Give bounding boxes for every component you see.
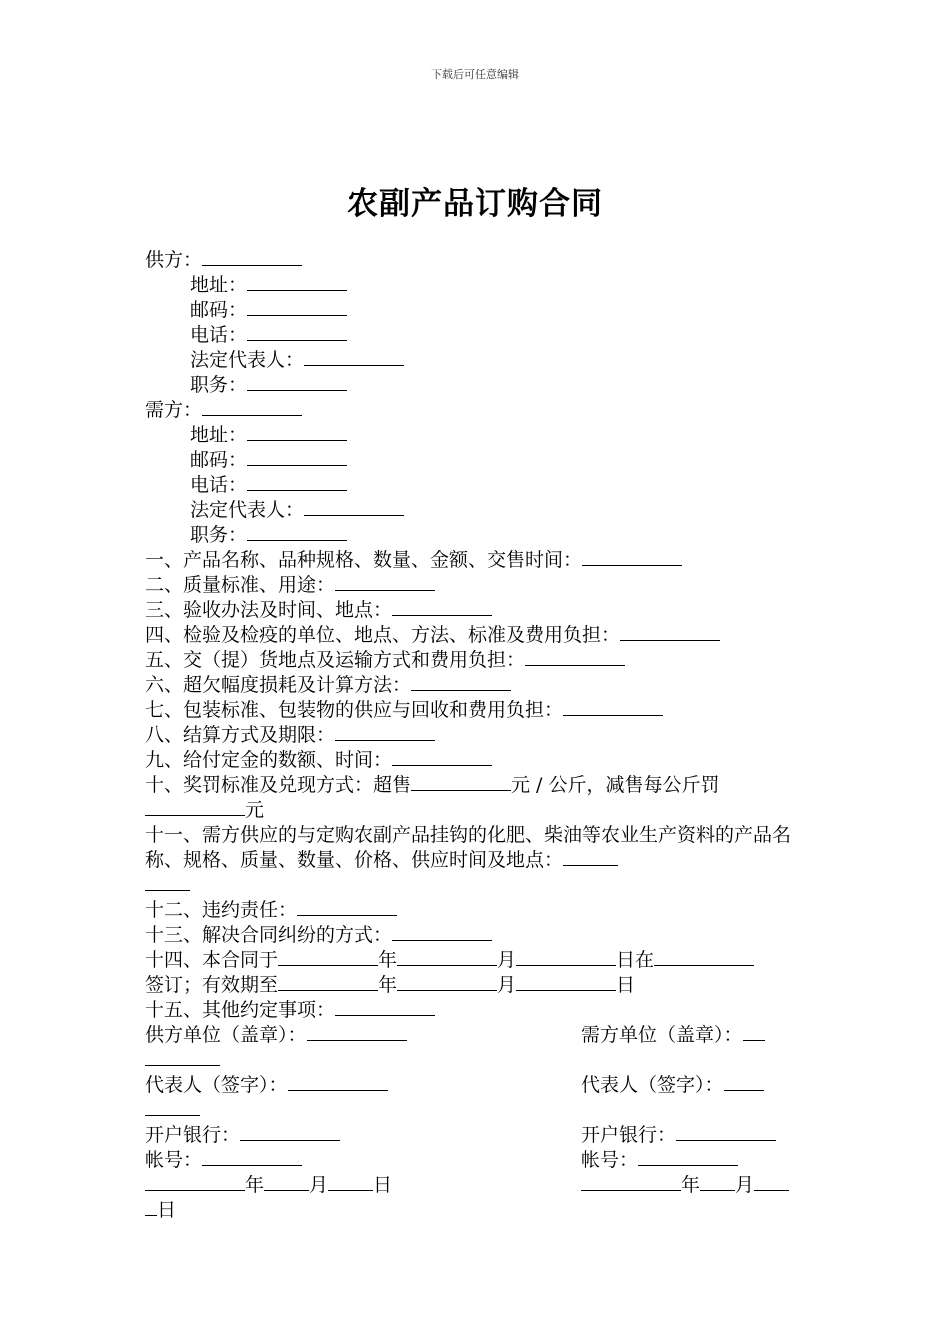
clause-14-cont: 签订；有效期至 年 月 日 [145,974,636,996]
clause-2: 二、质量标准、用途： [145,573,809,598]
clause-15: 十五、其他约定事项： [145,998,809,1023]
buyer-rep-blank[interactable] [724,1073,764,1091]
supplier-unit-blank[interactable] [307,1023,407,1041]
clause-14-year-blank[interactable] [278,948,378,966]
clause-6: 六、超欠幅度损耗及计算方法： [145,673,809,698]
supplier-date-day-blank[interactable] [328,1173,373,1191]
clause-14: 十四、本合同于 年 月 日在 [145,948,809,973]
clause-1-blank[interactable] [582,548,682,566]
clause-3: 三、验收办法及时间、地点： [145,598,809,623]
clause-11-blank-cont[interactable] [145,873,190,891]
supplier-legal-rep: 法定代表人： [145,348,809,373]
buyer-phone-blank[interactable] [247,473,347,491]
contract-body [145,248,809,1223]
buyer-bank-blank[interactable] [676,1123,776,1141]
buyer-rep-label: 代表人（签字）： [581,1074,724,1096]
buyer-postcode: 邮码： [145,448,809,473]
supplier-legal-rep-blank[interactable] [304,348,404,366]
supplier-address-blank[interactable] [247,273,347,291]
supplier-postcode-blank[interactable] [247,298,347,316]
clause-1: 一、产品名称、品种规格、数量、金额、交售时间： [145,548,809,573]
clause-14-valid-month-blank[interactable] [397,973,497,991]
clause-8-blank[interactable] [335,723,435,741]
supplier-address: 地址： [145,273,809,298]
clause-9-blank[interactable] [392,748,492,766]
clause-8: 八、结算方式及期限： [145,723,809,748]
supplier-date-month-blank[interactable] [264,1173,309,1191]
buyer-date-year-blank[interactable] [581,1173,681,1191]
clause-10-cont: 元 [145,798,809,823]
buyer-unit-label: 需方单位（盖章）： [581,1024,743,1046]
buyer-account-label: 帐号： [581,1149,639,1171]
supplier-account-label: 帐号： [145,1149,203,1171]
supplier-position: 职务： [145,373,809,398]
signature-units-row [145,1023,809,1048]
buyer-rep-blank-cont[interactable] [145,1098,200,1116]
supplier-date-year-blank[interactable] [145,1173,245,1191]
clause-7: 七、包装标准、包装物的供应与回收和费用负担： [145,698,809,723]
supplier-postcode: 邮码： [145,298,809,323]
clause-12-blank[interactable] [297,898,397,916]
supplier-account-blank[interactable] [202,1148,302,1166]
clause-11: 十一、需方供应的与定购农副产品挂钩的化肥、柴油等农业生产资料的产品名称、规格、质量、数量、价格、供应时间及地点： [145,824,792,871]
buyer-postcode-blank[interactable] [247,448,347,466]
buyer-legal-rep: 法定代表人： [145,498,809,523]
buyer-unit-blank-cont-line [145,1048,809,1073]
clause-13: 十三、解决合同纠纷的方式： [145,923,809,948]
supplier-phone-blank[interactable] [247,323,347,341]
clause-15-blank[interactable] [335,998,435,1016]
clause-5-blank[interactable] [525,648,625,666]
supplier-bank-label: 开户银行： [145,1124,241,1146]
supplier-position-blank[interactable] [247,373,347,391]
buyer-address: 地址： [145,423,809,448]
supplier-line [145,248,809,273]
clause-14-day-blank[interactable] [516,948,616,966]
buyer-label: 需方： [145,399,203,421]
clause-5: 五、交（提）货地点及运输方式和费用负担： [145,648,809,673]
clause-10-excess-blank[interactable] [411,773,511,791]
header-note: 下载后可任意编辑 [431,68,519,81]
buyer-rep-blank-cont-line [145,1098,809,1123]
buyer-account-blank[interactable] [638,1148,738,1166]
clause-13-blank[interactable] [392,923,492,941]
buyer-legal-rep-blank[interactable] [304,498,404,516]
buyer-date-day-cont: 日 [145,1198,809,1223]
buyer-date-month-blank[interactable] [700,1173,735,1191]
supplier-unit-label: 供方单位（盖章）： [145,1024,307,1046]
supplier-phone: 电话： [145,323,809,348]
clause-4: 四、检验及检疫的单位、地点、方法、标准及费用负担： [145,623,809,648]
supplier-rep-blank[interactable] [288,1073,388,1091]
signature-bank-row [145,1123,809,1148]
supplier-bank-blank[interactable] [240,1123,340,1141]
buyer-unit-blank-cont[interactable] [145,1048,220,1066]
clause-14-place-blank[interactable] [654,948,754,966]
clause-3-blank[interactable] [392,598,492,616]
buyer-date-day-blank-cont[interactable] [145,1198,157,1216]
clause-4-blank[interactable] [620,623,720,641]
clause-12: 十二、违约责任： [145,898,809,923]
clause-11-blank[interactable] [563,848,618,866]
clause-10: 十、奖罚标准及兑现方式：超售 元 / 公斤，减售每公斤罚 [145,774,720,796]
buyer-phone: 电话： [145,473,809,498]
clause-10-penalty-blank[interactable] [145,798,245,816]
supplier-rep-label: 代表人（签字）： [145,1074,288,1096]
buyer-line [145,398,809,423]
clause-11-cont [145,873,809,898]
buyer-position-blank[interactable] [247,523,347,541]
signature-rep-row [145,1073,809,1098]
clause-2-blank[interactable] [335,573,435,591]
signature-date-row: 年 月 日 年 月 [145,1173,809,1198]
signature-account-row [145,1148,809,1173]
document-title: 农副产品订购合同 [347,186,603,222]
clause-6-blank[interactable] [411,673,511,691]
clause-7-blank[interactable] [563,698,663,716]
supplier-blank[interactable] [202,248,302,266]
supplier-label: 供方： [145,249,203,271]
buyer-blank[interactable] [202,398,302,416]
buyer-bank-label: 开户银行： [581,1124,677,1146]
buyer-date-day-blank[interactable] [754,1173,789,1191]
clause-14-valid-day-blank[interactable] [516,973,616,991]
clause-9: 九、给付定金的数额、时间： [145,748,809,773]
buyer-unit-blank[interactable] [743,1023,765,1041]
buyer-position: 职务： [145,523,809,548]
clause-14-month-blank[interactable] [397,948,497,966]
buyer-address-blank[interactable] [247,423,347,441]
clause-14-valid-year-blank[interactable] [278,973,378,991]
